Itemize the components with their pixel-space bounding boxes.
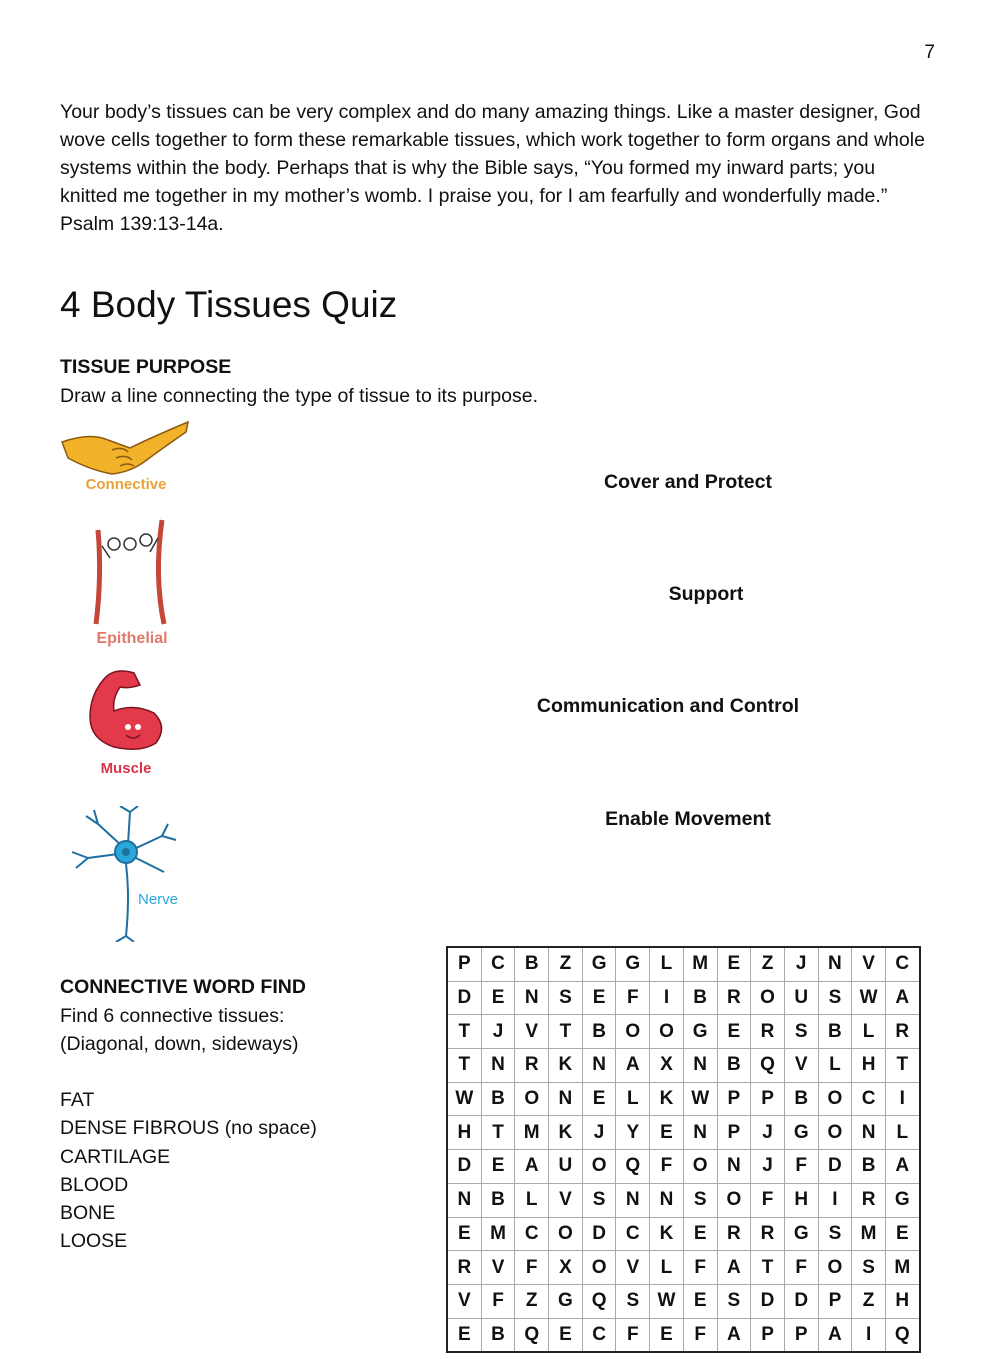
word-find-instructions: Find 6 connective tissues: (60, 1005, 285, 1027)
word-list-item: CARTILAGE (60, 1145, 171, 1168)
grid-cell[interactable]: L (885, 1116, 919, 1150)
grid-cell[interactable]: W (683, 1082, 717, 1116)
grid-cell[interactable]: E (481, 981, 515, 1015)
grid-cell[interactable]: R (717, 1217, 751, 1251)
grid-cell[interactable]: P (717, 1082, 751, 1116)
grid-cell[interactable]: N (616, 1183, 650, 1217)
grid-cell[interactable]: F (481, 1284, 515, 1318)
grid-cell[interactable]: M (481, 1217, 515, 1251)
grid-cell[interactable]: E (885, 1217, 919, 1251)
grid-cell[interactable]: H (852, 1049, 886, 1083)
grid-cell[interactable]: E (717, 1015, 751, 1049)
grid-cell[interactable]: C (885, 947, 919, 981)
grid-cell[interactable]: S (852, 1251, 886, 1285)
grid-cell[interactable]: Z (549, 947, 583, 981)
word-find-directions: (Diagonal, down, sideways) (60, 1033, 299, 1055)
grid-cell[interactable]: I (650, 981, 684, 1015)
grid-cell[interactable]: K (650, 1217, 684, 1251)
word-list-item: LOOSE (60, 1230, 128, 1253)
purpose-enable-movement: Enable Movement (605, 808, 771, 830)
grid-cell[interactable]: G (885, 1183, 919, 1217)
grid-cell[interactable]: N (582, 1049, 616, 1083)
grid-cell[interactable]: A (818, 1318, 852, 1352)
grid-cell[interactable]: T (751, 1251, 785, 1285)
grid-cell[interactable]: R (447, 1251, 481, 1285)
epithelial-cells-icon (90, 516, 170, 628)
grid-cell[interactable]: S (582, 1183, 616, 1217)
grid-cell[interactable]: K (650, 1082, 684, 1116)
neuron-icon (68, 806, 180, 942)
grid-cell[interactable]: T (447, 1015, 481, 1049)
epithelial-label: Epithelial (96, 630, 168, 647)
tissue-purpose-heading: TISSUE PURPOSE (60, 356, 232, 378)
grid-cell[interactable]: M (852, 1217, 886, 1251)
page-title: 4 Body Tissues Quiz (60, 284, 398, 325)
grid-cell[interactable]: H (885, 1284, 919, 1318)
grid-cell[interactable]: B (481, 1183, 515, 1217)
grid-cell[interactable]: E (481, 1150, 515, 1184)
grid-cell[interactable]: Q (885, 1318, 919, 1352)
grid-cell[interactable]: B (481, 1318, 515, 1352)
grid-cell[interactable]: E (582, 1082, 616, 1116)
grid-cell[interactable]: F (616, 981, 650, 1015)
grid-cell[interactable]: N (683, 1049, 717, 1083)
word-search-grid (446, 946, 921, 1353)
purpose-communication-control: Communication and Control (536, 695, 800, 717)
grid-cell[interactable]: O (751, 981, 785, 1015)
grid-cell[interactable]: M (515, 1116, 549, 1150)
word-list (60, 1086, 317, 1256)
grid-row (447, 1284, 920, 1318)
grid-cell[interactable]: V (616, 1251, 650, 1285)
grid-cell[interactable]: N (515, 981, 549, 1015)
grid-cell[interactable]: G (784, 1116, 818, 1150)
grid-cell[interactable]: M (683, 947, 717, 981)
grid-cell[interactable]: F (683, 1318, 717, 1352)
grid-cell[interactable]: N (481, 1049, 515, 1083)
grid-cell[interactable]: S (784, 1015, 818, 1049)
grid-cell[interactable]: A (515, 1150, 549, 1184)
grid-row (447, 1049, 920, 1083)
grid-cell[interactable]: O (683, 1150, 717, 1184)
grid-cell[interactable]: I (885, 1082, 919, 1116)
grid-cell[interactable]: Q (515, 1318, 549, 1352)
grid-cell[interactable]: O (549, 1217, 583, 1251)
grid-cell[interactable]: L (616, 1082, 650, 1116)
grid-row (447, 1318, 920, 1352)
grid-cell[interactable]: V (481, 1251, 515, 1285)
grid-cell[interactable]: P (447, 947, 481, 981)
grid-cell[interactable]: Z (852, 1284, 886, 1318)
grid-cell[interactable]: D (818, 1150, 852, 1184)
grid-cell[interactable]: N (717, 1150, 751, 1184)
grid-cell[interactable]: P (717, 1116, 751, 1150)
grid-cell[interactable]: P (784, 1318, 818, 1352)
grid-cell[interactable]: Z (515, 1284, 549, 1318)
muscle-label: Muscle (100, 760, 152, 777)
grid-cell[interactable]: A (885, 981, 919, 1015)
grid-cell[interactable]: S (616, 1284, 650, 1318)
grid-cell[interactable]: B (515, 947, 549, 981)
grid-cell[interactable]: A (616, 1049, 650, 1083)
grid-cell[interactable]: S (683, 1183, 717, 1217)
grid-cell[interactable]: F (515, 1251, 549, 1285)
grid-cell[interactable]: H (447, 1116, 481, 1150)
grid-cell[interactable]: R (717, 981, 751, 1015)
tissue-purpose-instructions: Draw a line connecting the type of tissue to its purpose. (60, 385, 539, 407)
grid-row (447, 1150, 920, 1184)
grid-cell[interactable]: K (549, 1116, 583, 1150)
grid-cell[interactable]: L (650, 947, 684, 981)
grid-cell[interactable]: W (447, 1082, 481, 1116)
grid-cell[interactable]: F (616, 1318, 650, 1352)
word-list-item: BONE (60, 1202, 116, 1225)
grid-row (447, 1015, 920, 1049)
grid-cell[interactable]: R (852, 1183, 886, 1217)
grid-cell[interactable]: E (549, 1318, 583, 1352)
grid-cell[interactable]: O (818, 1082, 852, 1116)
grid-cell[interactable]: C (481, 947, 515, 981)
grid-cell[interactable]: N (549, 1082, 583, 1116)
grid-cell[interactable]: V (447, 1284, 481, 1318)
grid-cell[interactable]: X (549, 1251, 583, 1285)
grid-cell[interactable]: Q (751, 1049, 785, 1083)
purpose-support: Support (668, 583, 744, 605)
grid-cell[interactable]: X (650, 1049, 684, 1083)
grid-cell[interactable]: U (549, 1150, 583, 1184)
grid-cell[interactable]: B (818, 1015, 852, 1049)
grid-cell[interactable]: V (784, 1049, 818, 1083)
grid-cell[interactable]: D (582, 1217, 616, 1251)
grid-cell[interactable]: T (549, 1015, 583, 1049)
grid-cell[interactable]: C (852, 1082, 886, 1116)
grid-cell[interactable]: E (683, 1284, 717, 1318)
grid-row (447, 1116, 920, 1150)
grid-cell[interactable]: B (717, 1049, 751, 1083)
purpose-cover-protect: Cover and Protect (604, 471, 772, 493)
connective-label: Connective (85, 476, 167, 493)
grid-cell[interactable]: I (818, 1183, 852, 1217)
grid-cell[interactable]: G (549, 1284, 583, 1318)
grid-cell[interactable]: J (582, 1116, 616, 1150)
grid-cell[interactable]: O (717, 1183, 751, 1217)
grid-cell[interactable]: R (751, 1015, 785, 1049)
grid-cell[interactable]: V (549, 1183, 583, 1217)
grid-cell[interactable]: I (852, 1318, 886, 1352)
grid-cell[interactable]: J (784, 947, 818, 981)
grid-cell[interactable]: D (751, 1284, 785, 1318)
intro-paragraph: Your body’s tissues can be very complex and do many amazing things. Like a master designer, God wove cells together to form these remarkable tissues, which work together to form organs and whole systems within the body. Perhaps that is why the Bible says, “You formed my inward parts; you knitted me together in my mother’s womb. I praise you, for I am fearfully and wonderfully made.” Psalm 139:13-14a. (60, 101, 925, 235)
word-list-item: DENSE FIBROUS (no space) (60, 1117, 317, 1140)
grid-cell[interactable]: P (751, 1318, 785, 1352)
grid-cell[interactable]: M (885, 1251, 919, 1285)
grid-cell[interactable]: B (852, 1150, 886, 1184)
grid-cell[interactable]: S (549, 981, 583, 1015)
word-list-item: FAT (60, 1089, 95, 1111)
grid-cell[interactable]: S (818, 981, 852, 1015)
grid-cell[interactable]: V (852, 947, 886, 981)
grid-cell[interactable]: G (784, 1217, 818, 1251)
grid-cell[interactable]: E (717, 947, 751, 981)
grid-cell[interactable]: U (784, 981, 818, 1015)
grid-cell[interactable]: J (751, 1150, 785, 1184)
grid-cell[interactable]: A (717, 1251, 751, 1285)
grid-cell[interactable]: D (447, 1150, 481, 1184)
grid-cell[interactable]: F (751, 1183, 785, 1217)
grid-row (447, 1217, 920, 1251)
grid-cell[interactable]: O (616, 1015, 650, 1049)
grid-cell[interactable]: B (683, 981, 717, 1015)
grid-cell[interactable]: B (481, 1082, 515, 1116)
grid-cell[interactable]: G (683, 1015, 717, 1049)
grid-row (447, 1183, 920, 1217)
grid-cell[interactable]: D (447, 981, 481, 1015)
grid-cell[interactable]: S (717, 1284, 751, 1318)
grid-cell[interactable]: O (515, 1082, 549, 1116)
grid-cell[interactable]: E (683, 1217, 717, 1251)
grid-cell[interactable]: W (852, 981, 886, 1015)
grid-cell[interactable]: N (650, 1183, 684, 1217)
grid-cell[interactable]: O (582, 1251, 616, 1285)
grid-cell[interactable]: G (582, 947, 616, 981)
grid-cell[interactable]: F (650, 1150, 684, 1184)
grid-cell[interactable]: N (447, 1183, 481, 1217)
grid-cell[interactable]: O (818, 1116, 852, 1150)
grid-cell[interactable]: P (751, 1082, 785, 1116)
grid-cell[interactable]: T (481, 1116, 515, 1150)
grid-cell[interactable]: T (885, 1049, 919, 1083)
grid-cell[interactable]: R (515, 1049, 549, 1083)
grid-cell[interactable]: N (852, 1116, 886, 1150)
grid-cell[interactable]: L (650, 1251, 684, 1285)
grid-cell[interactable]: V (515, 1015, 549, 1049)
grid-cell[interactable]: B (784, 1082, 818, 1116)
grid-cell[interactable]: E (447, 1217, 481, 1251)
grid-cell[interactable]: R (751, 1217, 785, 1251)
grid-cell[interactable]: E (447, 1318, 481, 1352)
grid-cell[interactable]: E (650, 1116, 684, 1150)
grid-cell[interactable]: E (650, 1318, 684, 1352)
flexed-muscle-icon (84, 667, 168, 753)
grid-row (447, 947, 920, 981)
grid-cell[interactable]: H (784, 1183, 818, 1217)
grid-cell[interactable]: N (818, 947, 852, 981)
word-find-heading: CONNECTIVE WORD FIND (60, 976, 306, 998)
grid-cell[interactable]: F (784, 1150, 818, 1184)
grid-cell[interactable]: C (515, 1217, 549, 1251)
grid-cell[interactable]: F (784, 1251, 818, 1285)
grid-cell[interactable]: K (549, 1049, 583, 1083)
grid-cell[interactable]: L (515, 1183, 549, 1217)
grid-cell[interactable]: R (885, 1015, 919, 1049)
grid-cell[interactable]: L (818, 1049, 852, 1083)
grid-cell[interactable]: W (650, 1284, 684, 1318)
grid-cell[interactable]: B (582, 1015, 616, 1049)
grid-row (447, 1082, 920, 1116)
grid-cell[interactable]: J (751, 1116, 785, 1150)
grid-cell[interactable]: N (683, 1116, 717, 1150)
grid-row (447, 1251, 920, 1285)
word-list-item: BLOOD (60, 1173, 129, 1196)
grid-cell[interactable]: Q (616, 1150, 650, 1184)
grid-cell[interactable]: C (582, 1318, 616, 1352)
grid-cell[interactable]: J (481, 1015, 515, 1049)
grid-cell[interactable]: E (582, 981, 616, 1015)
grid-row (447, 981, 920, 1015)
grid-cell[interactable]: A (885, 1150, 919, 1184)
grid-cell[interactable]: S (818, 1217, 852, 1251)
grid-cell[interactable]: F (683, 1251, 717, 1285)
grid-cell[interactable]: Y (616, 1116, 650, 1150)
page-number: 7 (924, 42, 935, 63)
grid-cell[interactable]: O (818, 1251, 852, 1285)
grid-cell[interactable]: D (784, 1284, 818, 1318)
grid-cell[interactable]: P (818, 1284, 852, 1318)
grid-cell[interactable]: C (616, 1217, 650, 1251)
grid-cell[interactable]: Q (582, 1284, 616, 1318)
grid-cell[interactable]: T (447, 1049, 481, 1083)
grid-cell[interactable]: O (650, 1015, 684, 1049)
handshake-icon (60, 420, 190, 478)
grid-cell[interactable]: O (582, 1150, 616, 1184)
grid-cell[interactable]: Z (751, 947, 785, 981)
grid-cell[interactable]: G (616, 947, 650, 981)
grid-cell[interactable]: L (852, 1015, 886, 1049)
nerve-label: Nerve (137, 891, 178, 908)
grid-cell[interactable]: A (717, 1318, 751, 1352)
